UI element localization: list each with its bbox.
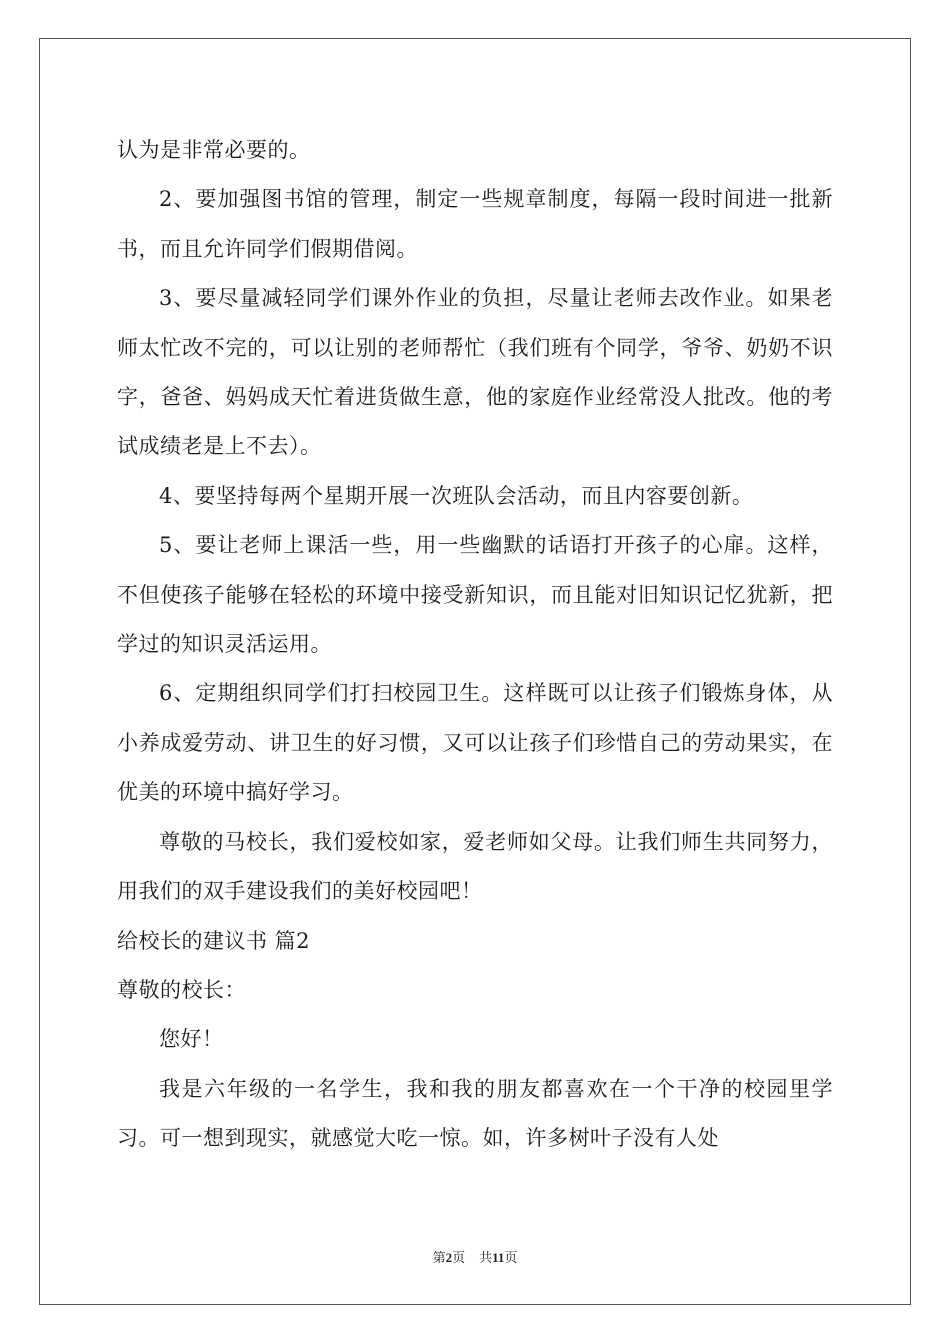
- paragraph-item-6: 6、定期组织同学们打扫校园卫生。这样既可以让孩子们锻炼身体，从小养成爱劳动、讲卫生的好习惯，又可以让孩子们珍惜自己的劳动果实，在优美的环境中搞好学习。: [117, 681, 833, 805]
- salutation: 尊敬的校长：: [117, 977, 246, 1002]
- page-suffix: 页: [452, 1250, 466, 1265]
- page-footer: [0, 1247, 950, 1266]
- page-prefix: 第: [432, 1250, 446, 1265]
- page-current: 2: [445, 1250, 453, 1265]
- paragraph-closing: 尊敬的马校长，我们爱校如家，爱老师如父母。让我们师生共同努力，用我们的双手建设我们的美好校园吧！: [117, 829, 833, 904]
- paragraph-item-5: 5、要让老师上课活一些，用一些幽默的话语打开孩子的心扉。这样，不但使孩子能够在轻松的环境中接受新知识，而且能对旧知识记忆犹新，把学过的知识灵活运用。: [117, 533, 833, 657]
- section-heading: 给校长的建议书 篇2: [117, 928, 311, 953]
- paragraph-item-2: 2、要加强图书馆的管理，制定一些规章制度，每隔一段时间进一批新书，而且允许同学们假期借阅。: [117, 187, 833, 261]
- paragraph-intro: 我是六年级的一名学生，我和我的朋友都喜欢在一个干净的校园里学习。可一想到现实，就感觉大吃一惊。如，许多树叶子没有人处: [117, 1076, 833, 1151]
- page-total: 11: [492, 1250, 505, 1265]
- paragraph-item-4: 4、要坚持每两个星期开展一次班队会活动，而且内容要创新。: [159, 483, 754, 508]
- paragraph-item-3: 3、要尽量减轻同学们课外作业的负担，尽量让老师去改作业。如果老师太忙改不完的，可以让别的老师帮忙（我们班有个同学，爷爷、奶奶不识字，爸爸、妈妈成天忙着进货做生意，他的家庭作业经常没人批改。他的考试成绩老是上不去）。: [117, 286, 833, 459]
- total-suffix: 页: [504, 1250, 518, 1265]
- paragraph-continuation: 认为是非常必要的。: [117, 138, 311, 162]
- document-body: [117, 126, 833, 1164]
- total-prefix: 共: [479, 1250, 493, 1265]
- greeting: 您好！: [159, 1027, 224, 1052]
